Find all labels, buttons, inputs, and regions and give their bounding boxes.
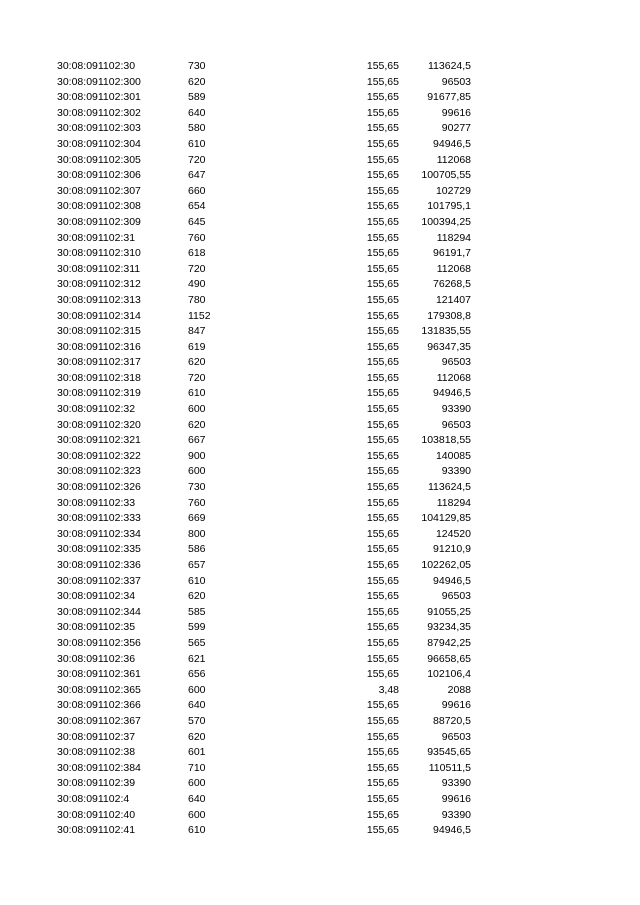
table-row bbox=[0, 527, 640, 543]
amount-cell: 103818,55 bbox=[421, 434, 471, 447]
cadastral-number-cell: 30:08:091102:40 bbox=[57, 808, 136, 821]
table-row bbox=[0, 667, 640, 683]
area-cell: 600 bbox=[188, 777, 206, 790]
cadastral-number-cell: 30:08:091102:300 bbox=[57, 75, 141, 88]
cadastral-number-cell: 30:08:091102:39 bbox=[57, 777, 136, 790]
table-row bbox=[0, 215, 640, 231]
area-cell: 610 bbox=[188, 137, 206, 150]
area-cell: 586 bbox=[188, 543, 206, 556]
cadastral-number-cell: 30:08:091102:326 bbox=[57, 481, 141, 494]
cadastral-number-cell: 30:08:091102:365 bbox=[57, 683, 141, 696]
cadastral-number-cell: 30:08:091102:36 bbox=[57, 652, 136, 665]
cadastral-number-cell: 30:08:091102:319 bbox=[57, 387, 141, 400]
cadastral-number-cell: 30:08:091102:366 bbox=[57, 699, 141, 712]
cadastral-number-cell: 30:08:091102:35 bbox=[57, 621, 136, 634]
rate-cell: 155,65 bbox=[366, 387, 399, 400]
area-cell: 580 bbox=[188, 122, 206, 135]
rate-cell: 155,65 bbox=[366, 184, 399, 197]
data-table bbox=[0, 59, 640, 839]
cadastral-number-cell: 30:08:091102:307 bbox=[57, 184, 141, 197]
area-cell: 640 bbox=[188, 699, 206, 712]
cadastral-number-cell: 30:08:091102:321 bbox=[57, 434, 141, 447]
cadastral-number-cell: 30:08:091102:302 bbox=[57, 106, 141, 119]
rate-cell: 155,65 bbox=[366, 465, 399, 478]
table-row bbox=[0, 449, 640, 465]
area-cell: 565 bbox=[188, 636, 206, 649]
table-row bbox=[0, 776, 640, 792]
amount-cell: 2088 bbox=[447, 683, 471, 696]
rate-cell: 155,65 bbox=[366, 590, 399, 603]
amount-cell: 121407 bbox=[435, 293, 471, 306]
amount-cell: 96503 bbox=[441, 590, 471, 603]
amount-cell: 99616 bbox=[441, 699, 471, 712]
rate-cell: 155,65 bbox=[366, 434, 399, 447]
area-cell: 640 bbox=[188, 792, 206, 805]
amount-cell: 87942,25 bbox=[427, 636, 471, 649]
table-row bbox=[0, 386, 640, 402]
rate-cell: 155,65 bbox=[366, 746, 399, 759]
amount-cell: 94946,5 bbox=[433, 137, 471, 150]
amount-cell: 96347,35 bbox=[427, 340, 471, 353]
table-row bbox=[0, 277, 640, 293]
table-row bbox=[0, 792, 640, 808]
table-row bbox=[0, 340, 640, 356]
amount-cell: 93545,65 bbox=[427, 746, 471, 759]
amount-cell: 113624,5 bbox=[427, 60, 471, 72]
cadastral-number-cell: 30:08:091102:322 bbox=[57, 449, 141, 462]
rate-cell: 155,65 bbox=[366, 418, 399, 431]
amount-cell: 96503 bbox=[441, 356, 471, 369]
table-row bbox=[0, 293, 640, 309]
rate-cell: 155,65 bbox=[366, 262, 399, 275]
rate-cell: 155,65 bbox=[366, 761, 399, 774]
amount-cell: 101795,1 bbox=[427, 200, 471, 213]
cadastral-number-cell: 30:08:091102:333 bbox=[57, 512, 141, 525]
area-cell: 620 bbox=[188, 418, 206, 431]
table-row bbox=[0, 59, 640, 75]
cadastral-number-cell: 30:08:091102:344 bbox=[57, 605, 141, 618]
table-row bbox=[0, 90, 640, 106]
area-cell: 900 bbox=[188, 449, 206, 462]
amount-cell: 131835,55 bbox=[421, 325, 471, 338]
area-cell: 660 bbox=[188, 184, 206, 197]
area-cell: 780 bbox=[188, 293, 206, 306]
table-row bbox=[0, 433, 640, 449]
cadastral-number-cell: 30:08:091102:305 bbox=[57, 153, 141, 166]
amount-cell: 90277 bbox=[441, 122, 471, 135]
table-row bbox=[0, 511, 640, 527]
rate-cell: 155,65 bbox=[366, 325, 399, 338]
table-row bbox=[0, 496, 640, 512]
table-row bbox=[0, 309, 640, 325]
amount-cell: 93390 bbox=[441, 808, 471, 821]
table-row bbox=[0, 75, 640, 91]
rate-cell: 155,65 bbox=[366, 215, 399, 228]
table-row bbox=[0, 355, 640, 371]
rate-cell: 155,65 bbox=[366, 91, 399, 104]
cadastral-number-cell: 30:08:091102:337 bbox=[57, 574, 141, 587]
area-cell: 620 bbox=[188, 730, 206, 743]
area-cell: 760 bbox=[188, 231, 206, 244]
rate-cell: 155,65 bbox=[366, 75, 399, 88]
area-cell: 610 bbox=[188, 574, 206, 587]
area-cell: 601 bbox=[188, 746, 206, 759]
rate-cell: 155,65 bbox=[366, 278, 399, 291]
cadastral-number-cell: 30:08:091102:33 bbox=[57, 496, 136, 509]
amount-cell: 76268,5 bbox=[433, 278, 471, 291]
rate-cell: 155,65 bbox=[366, 559, 399, 571]
amount-cell: 91677,85 bbox=[427, 91, 471, 104]
rate-cell: 155,65 bbox=[366, 309, 399, 322]
amount-cell: 102729 bbox=[435, 184, 471, 197]
area-cell: 620 bbox=[188, 590, 206, 603]
amount-cell: 102106,4 bbox=[427, 668, 471, 681]
table-row bbox=[0, 730, 640, 746]
table-row bbox=[0, 402, 640, 418]
table-row bbox=[0, 262, 640, 278]
amount-cell: 94946,5 bbox=[433, 387, 471, 400]
cadastral-number-cell: 30:08:091102:37 bbox=[57, 730, 136, 743]
rate-cell: 155,65 bbox=[366, 527, 399, 540]
amount-cell: 99616 bbox=[441, 106, 471, 119]
table-row bbox=[0, 324, 640, 340]
area-cell: 640 bbox=[188, 106, 206, 119]
amount-cell: 112068 bbox=[436, 262, 471, 275]
rate-cell: 155,65 bbox=[366, 340, 399, 353]
rate-cell: 155,65 bbox=[366, 153, 399, 166]
area-cell: 585 bbox=[188, 605, 206, 618]
rate-cell: 155,65 bbox=[366, 169, 399, 182]
cadastral-number-cell: 30:08:091102:41 bbox=[57, 824, 136, 837]
table-row bbox=[0, 418, 640, 434]
amount-cell: 93234,35 bbox=[427, 621, 471, 634]
area-cell: 654 bbox=[188, 200, 206, 213]
amount-cell: 94946,5 bbox=[433, 574, 471, 587]
amount-cell: 124520 bbox=[435, 527, 471, 540]
rate-cell: 155,65 bbox=[366, 605, 399, 618]
table-row bbox=[0, 808, 640, 824]
table-row bbox=[0, 106, 640, 122]
table-row bbox=[0, 153, 640, 169]
table-row bbox=[0, 246, 640, 262]
amount-cell: 100705,55 bbox=[421, 169, 471, 182]
amount-cell: 91210,9 bbox=[433, 543, 471, 556]
area-cell: 600 bbox=[188, 403, 206, 416]
amount-cell: 93390 bbox=[441, 403, 471, 416]
area-cell: 730 bbox=[188, 60, 206, 72]
area-cell: 657 bbox=[188, 559, 206, 571]
table-row bbox=[0, 652, 640, 668]
amount-cell: 96658,65 bbox=[427, 652, 471, 665]
table-row bbox=[0, 698, 640, 714]
rate-cell: 155,65 bbox=[366, 730, 399, 743]
area-cell: 656 bbox=[188, 668, 206, 681]
table-row bbox=[0, 636, 640, 652]
area-cell: 710 bbox=[188, 761, 206, 774]
area-cell: 599 bbox=[188, 621, 206, 634]
area-cell: 610 bbox=[188, 387, 206, 400]
rate-cell: 155,65 bbox=[366, 512, 399, 525]
cadastral-number-cell: 30:08:091102:317 bbox=[57, 356, 141, 369]
rate-cell: 155,65 bbox=[366, 574, 399, 587]
table-row bbox=[0, 184, 640, 200]
rate-cell: 155,65 bbox=[366, 777, 399, 790]
rate-cell: 155,65 bbox=[366, 792, 399, 805]
area-cell: 621 bbox=[188, 652, 206, 665]
table-row bbox=[0, 605, 640, 621]
amount-cell: 94946,5 bbox=[433, 824, 471, 837]
cadastral-number-cell: 30:08:091102:306 bbox=[57, 169, 141, 182]
rate-cell: 155,65 bbox=[366, 481, 399, 494]
cadastral-number-cell: 30:08:091102:34 bbox=[57, 590, 136, 603]
area-cell: 610 bbox=[188, 824, 206, 837]
amount-cell: 91055,25 bbox=[427, 605, 471, 618]
cadastral-number-cell: 30:08:091102:334 bbox=[57, 527, 141, 540]
rate-cell: 155,65 bbox=[366, 356, 399, 369]
cadastral-number-cell: 30:08:091102:361 bbox=[57, 668, 141, 681]
cadastral-number-cell: 30:08:091102:315 bbox=[57, 325, 141, 338]
table-row bbox=[0, 371, 640, 387]
cadastral-number-cell: 30:08:091102:31 bbox=[57, 231, 136, 244]
cadastral-number-cell: 30:08:091102:303 bbox=[57, 122, 141, 135]
area-cell: 720 bbox=[188, 371, 206, 384]
cadastral-number-cell: 30:08:091102:310 bbox=[57, 247, 141, 260]
amount-cell: 112068 bbox=[436, 153, 471, 166]
area-cell: 620 bbox=[188, 356, 206, 369]
rate-cell: 155,65 bbox=[366, 106, 399, 119]
area-cell: 589 bbox=[188, 91, 206, 104]
cadastral-number-cell: 30:08:091102:320 bbox=[57, 418, 141, 431]
amount-cell: 99616 bbox=[441, 792, 471, 805]
amount-cell: 104129,85 bbox=[421, 512, 471, 525]
table-row bbox=[0, 745, 640, 761]
amount-cell: 113624,5 bbox=[427, 481, 471, 494]
area-cell: 600 bbox=[188, 808, 206, 821]
amount-cell: 88720,5 bbox=[433, 714, 471, 727]
table-row bbox=[0, 168, 640, 184]
cadastral-number-cell: 30:08:091102:336 bbox=[57, 559, 141, 571]
table-row bbox=[0, 574, 640, 590]
area-cell: 730 bbox=[188, 481, 206, 494]
amount-cell: 112068 bbox=[436, 371, 471, 384]
rate-cell: 155,65 bbox=[366, 699, 399, 712]
rate-cell: 155,65 bbox=[366, 371, 399, 384]
rate-cell: 155,65 bbox=[366, 496, 399, 509]
area-cell: 847 bbox=[188, 325, 206, 338]
area-cell: 645 bbox=[188, 215, 206, 228]
cadastral-number-cell: 30:08:091102:356 bbox=[57, 636, 141, 649]
cadastral-number-cell: 30:08:091102:4 bbox=[57, 792, 130, 805]
rate-cell: 155,65 bbox=[366, 824, 399, 837]
amount-cell: 118294 bbox=[436, 231, 471, 244]
area-cell: 490 bbox=[188, 278, 206, 291]
table-row bbox=[0, 231, 640, 247]
amount-cell: 93390 bbox=[441, 777, 471, 790]
rate-cell: 155,65 bbox=[366, 652, 399, 665]
cadastral-number-cell: 30:08:091102:384 bbox=[57, 761, 141, 774]
cadastral-number-cell: 30:08:091102:314 bbox=[57, 309, 141, 322]
cadastral-number-cell: 30:08:091102:38 bbox=[57, 746, 136, 759]
amount-cell: 96191,7 bbox=[433, 247, 471, 260]
rate-cell: 3,48 bbox=[378, 683, 399, 696]
rate-cell: 155,65 bbox=[366, 621, 399, 634]
cadastral-number-cell: 30:08:091102:316 bbox=[57, 340, 141, 353]
cadastral-number-cell: 30:08:091102:309 bbox=[57, 215, 141, 228]
amount-cell: 102262,05 bbox=[421, 559, 471, 571]
area-cell: 669 bbox=[188, 512, 206, 525]
cadastral-number-cell: 30:08:091102:367 bbox=[57, 714, 141, 727]
rate-cell: 155,65 bbox=[366, 636, 399, 649]
amount-cell: 100394,25 bbox=[421, 215, 471, 228]
cadastral-number-cell: 30:08:091102:323 bbox=[57, 465, 141, 478]
area-cell: 667 bbox=[188, 434, 206, 447]
amount-cell: 96503 bbox=[441, 730, 471, 743]
table-row bbox=[0, 121, 640, 137]
table-row bbox=[0, 464, 640, 480]
table-row bbox=[0, 683, 640, 699]
rate-cell: 155,65 bbox=[366, 60, 399, 72]
table-row bbox=[0, 137, 640, 153]
area-cell: 647 bbox=[188, 169, 206, 182]
area-cell: 760 bbox=[188, 496, 206, 509]
cadastral-number-cell: 30:08:091102:313 bbox=[57, 293, 141, 306]
rate-cell: 155,65 bbox=[366, 808, 399, 821]
table-row bbox=[0, 480, 640, 496]
cadastral-number-cell: 30:08:091102:335 bbox=[57, 543, 141, 556]
rate-cell: 155,65 bbox=[366, 122, 399, 135]
table-row bbox=[0, 199, 640, 215]
rate-cell: 155,65 bbox=[366, 449, 399, 462]
cadastral-number-cell: 30:08:091102:308 bbox=[57, 200, 141, 213]
area-cell: 1152 bbox=[188, 309, 211, 322]
rate-cell: 155,65 bbox=[366, 137, 399, 150]
area-cell: 570 bbox=[188, 714, 206, 727]
cadastral-number-cell: 30:08:091102:318 bbox=[57, 371, 141, 384]
amount-cell: 179308,8 bbox=[427, 309, 471, 322]
rate-cell: 155,65 bbox=[366, 668, 399, 681]
table-row bbox=[0, 823, 640, 839]
amount-cell: 96503 bbox=[441, 75, 471, 88]
area-cell: 620 bbox=[188, 75, 206, 88]
rate-cell: 155,65 bbox=[366, 403, 399, 416]
table-row bbox=[0, 558, 640, 574]
area-cell: 619 bbox=[188, 340, 206, 353]
rate-cell: 155,65 bbox=[366, 247, 399, 260]
rate-cell: 155,65 bbox=[366, 714, 399, 727]
table-row bbox=[0, 714, 640, 730]
table-row bbox=[0, 761, 640, 777]
area-cell: 720 bbox=[188, 262, 206, 275]
amount-cell: 110511,5 bbox=[428, 761, 471, 774]
cadastral-number-cell: 30:08:091102:312 bbox=[57, 278, 141, 291]
rate-cell: 155,65 bbox=[366, 200, 399, 213]
amount-cell: 140085 bbox=[435, 449, 471, 462]
area-cell: 618 bbox=[188, 247, 206, 260]
table-row bbox=[0, 542, 640, 558]
cadastral-number-cell: 30:08:091102:32 bbox=[57, 403, 136, 416]
cadastral-number-cell: 30:08:091102:304 bbox=[57, 137, 141, 150]
table-row bbox=[0, 589, 640, 605]
table-row bbox=[0, 620, 640, 636]
area-cell: 600 bbox=[188, 465, 206, 478]
area-cell: 800 bbox=[188, 527, 206, 540]
amount-cell: 118294 bbox=[436, 496, 471, 509]
cadastral-number-cell: 30:08:091102:30 bbox=[57, 60, 136, 72]
area-cell: 720 bbox=[188, 153, 206, 166]
rate-cell: 155,65 bbox=[366, 293, 399, 306]
cadastral-number-cell: 30:08:091102:301 bbox=[57, 91, 141, 104]
amount-cell: 93390 bbox=[441, 465, 471, 478]
amount-cell: 96503 bbox=[441, 418, 471, 431]
rate-cell: 155,65 bbox=[366, 543, 399, 556]
area-cell: 600 bbox=[188, 683, 206, 696]
rate-cell: 155,65 bbox=[366, 231, 399, 244]
cadastral-number-cell: 30:08:091102:311 bbox=[57, 262, 141, 275]
